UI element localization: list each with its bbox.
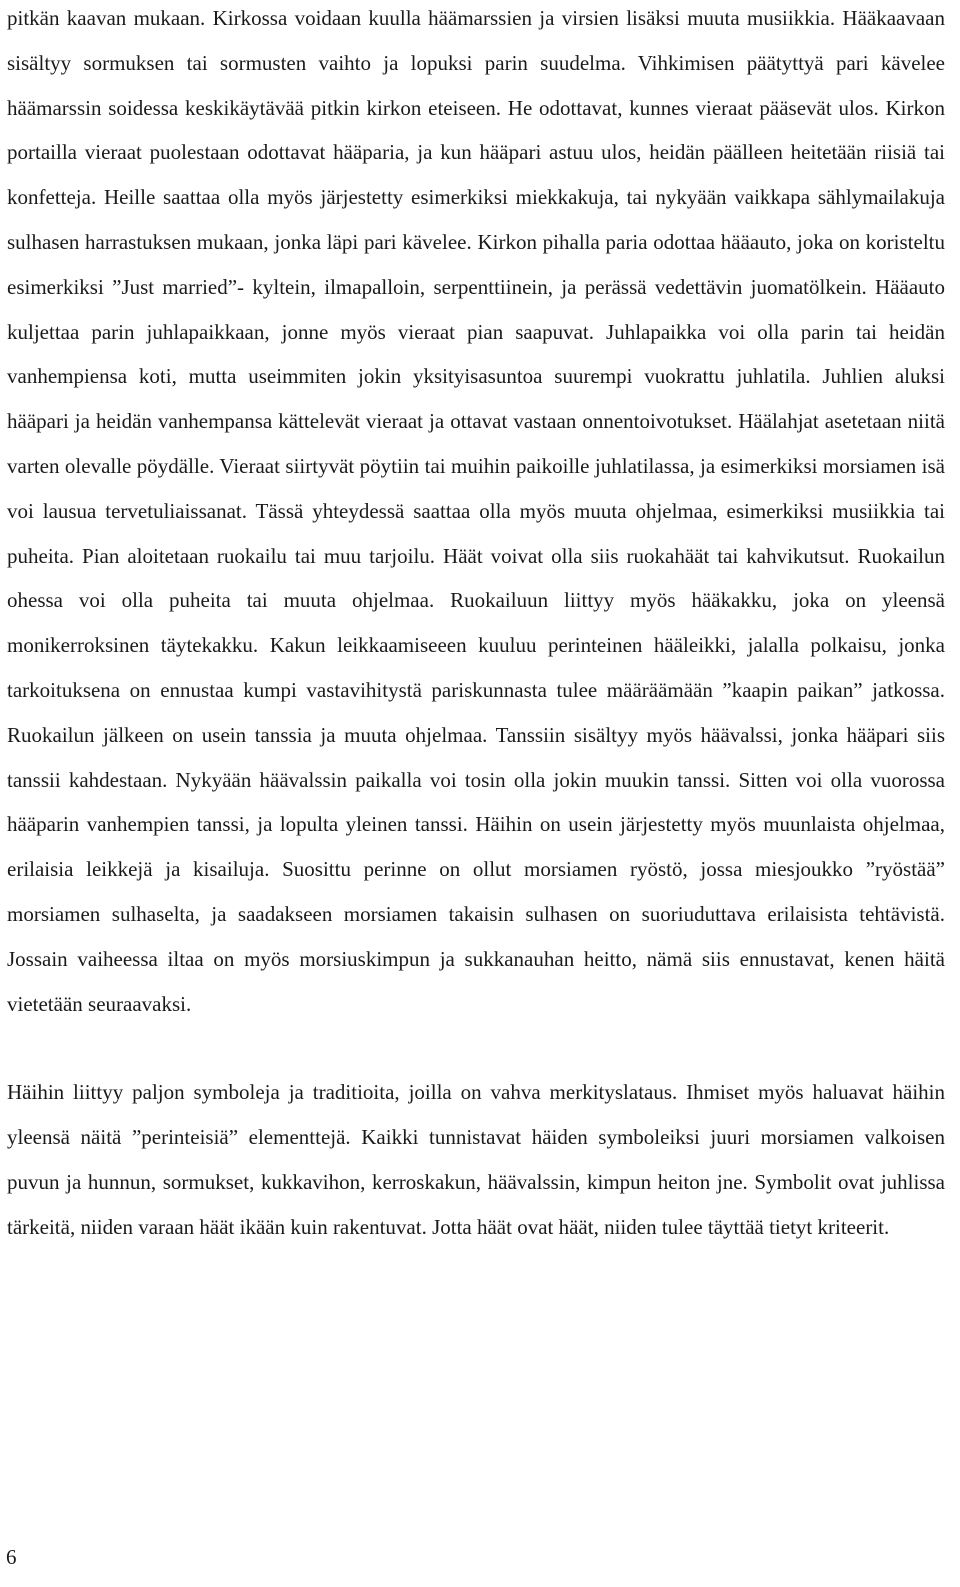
body-paragraph: Häihin liittyy paljon symboleja ja traditioita, joilla on vahva merkityslataus. Ihmiset myös haluavat häihin yleensä näitä ”perinteisiä” elementtejä. Kaikki tunnistavat häiden symboleiksi juuri morsiamen valkoisen puvun ja hunnun, sormukset, kukkavihon, kerroskakun, häävalssin, kimpun heiton jne. Symbolit ovat juhlissa tärkeitä, niiden varaan häät ikään kuin rakentuvat. Jotta häät ovat häät, niiden tulee täyttää tietyt kriteerit. — [7, 1080, 945, 1239]
body-paragraph: pitkän kaavan mukaan. Kirkossa voidaan kuulla häämarssien ja virsien lisäksi muuta musiikkia. Hääkaavaan sisältyy sormuksen tai sormusten vaihto ja lopuksi parin suudelma. Vihkimisen päätyttyä pari kävelee häämarssin soidessa keskikäytävää pitkin kirkon eteiseen. He odottavat, kunnes vieraat pääsevät ulos. Kirkon portailla vieraat puolestaan odottavat hääparia, ja kun hääpari astuu ulos, heidän päälleen heitetään riisiä tai konfetteja. Heille saattaa olla myös järjestetty esimerkiksi miekkakuja, tai nykyään vaikkapa sählymailakuja sulhasen harrastuksen mukaan, jonka läpi pari kävelee. Kirkon pihalla paria odottaa hääauto, joka on koristeltu esimerkiksi ”Just married”- kyltein, ilmapalloin, serpenttiinein, ja perässä vedettävin juomatölkein. Hääauto kuljettaa parin juhlapaikkaan, jonne myös vieraat pian saapuvat. Juhlapaikka voi olla parin tai heidän vanhempiensa koti, mutta useimmiten jokin yksityisasuntoa suurempi vuokrattu juhlatila. Juhlien aluksi hääpari ja heidän vanhempansa kättelevät vieraat ja ottavat vastaan onnentoivotukset. Häälahjat asetetaan niitä varten olevalle pöydälle. Vieraat siirtyvät pöytiin tai muihin paikoille juhlatilassa, ja esimerkiksi morsiamen isä voi lausua tervetuliaissanat. Tässä yhteydessä saattaa olla myös muuta ohjelmaa, esimerkiksi musiikkia tai puheita. Pian aloitetaan ruokailu tai muu tarjoilu. Häät voivat olla siis ruokahäät tai kahvikutsut. Ruokailun ohessa voi olla puheita tai muuta ohjelmaa. Ruokailuun liittyy myös hääkakku, joka on yleensä monikerroksinen täytekakku. Kakun leikkaamiseeen kuuluu perinteinen hääleikki, jalalla polkaisu, jonka tarkoituksena on ennustaa kumpi vastavihitystä pariskunnasta tulee määräämään ”kaapin paikan” jatkossa. Ruokailun jälkeen on usein tanssia ja muuta ohjelmaa. Tanssiin sisältyy myös häävalssi, jonka hääpari siis tanssii kahdestaan. Nykyään häävalssin paikalla voi tosin olla jokin muukin tanssi. Sitten voi olla vuorossa hääparin vanhempien tanssi, ja lopulta yleinen tanssi. Häihin on usein järjestetty myös muunlaista ohjelmaa, erilaisia leikkejä ja kisailuja. Suosittu perinne on ollut morsiamen ryöstö, jossa miesjoukko ”ryöstää” morsiamen sulhaselta, ja saadakseen morsiamen takaisin sulhasen on suoriuduttava erilaisista tehtävistä. Jossain vaiheessa iltaa on myös morsiuskimpun ja sukkanauhan heitto, nämä siis ennustavat, kenen häitä vietetään seuraavaksi. — [7, 6, 945, 1016]
document-page — [7, 0, 945, 1250]
page-number: 6 — [6, 1545, 17, 1569]
